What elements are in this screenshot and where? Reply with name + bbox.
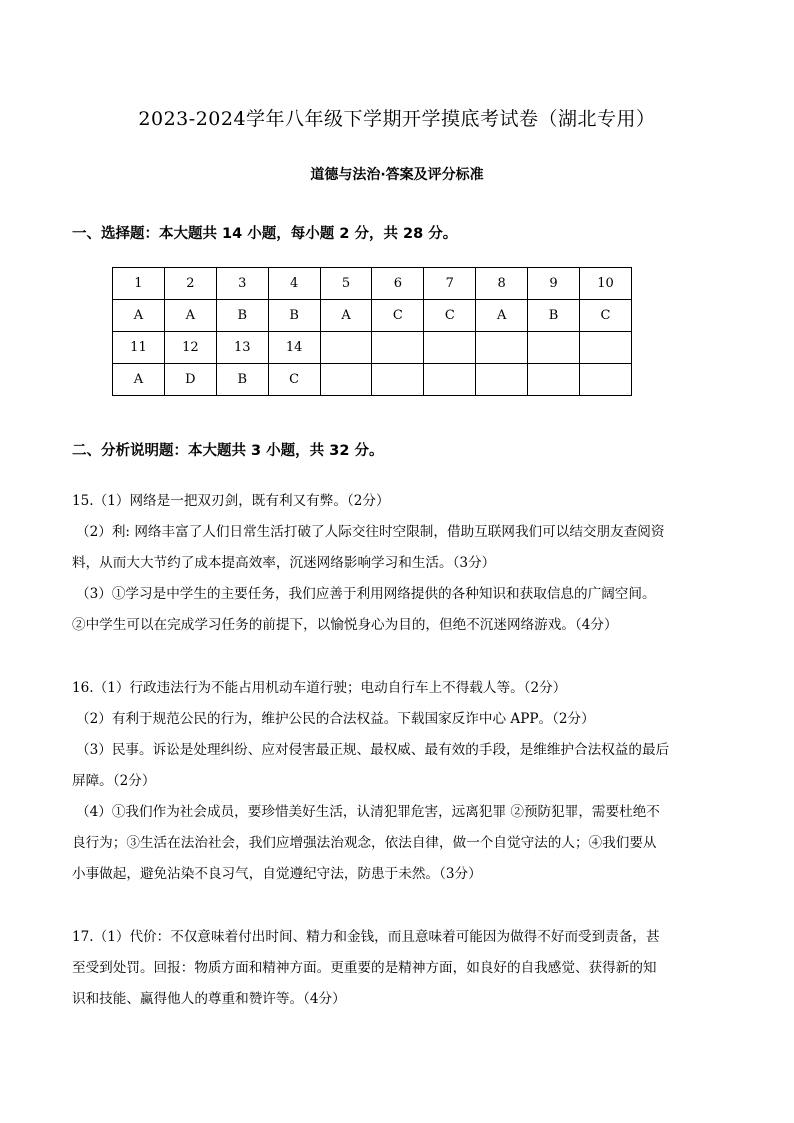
answer-line: 小事做起，避免沾染不良习气，自觉遵纪守法，防患于未然。（3分）: [72, 866, 482, 882]
question-17-answer: [72, 922, 682, 1015]
section-choice-heading: 一、选择题：本大题共 14 小题，每小题 2 分，共 28 分。: [72, 226, 458, 242]
table-cell: A: [320, 300, 372, 332]
table-cell: 8: [476, 268, 528, 300]
answer-line: 17.（1）代价：不仅意味着付出时间、精力和金钱，而且意味着可能因为做得不好而受到责备，甚: [72, 929, 660, 945]
table-cell: [372, 332, 424, 364]
table-cell: 10: [580, 268, 632, 300]
table-cell: 4: [268, 268, 320, 300]
table-cell: [528, 332, 580, 364]
table-cell: [424, 364, 476, 396]
table-cell: C: [424, 300, 476, 332]
table-cell: 14: [268, 332, 320, 364]
table-cell: 1: [113, 268, 165, 300]
table-cell: [476, 364, 528, 396]
question-15-answer: [72, 486, 682, 641]
page-subtitle: 道德与法治·答案及评分标准: [310, 167, 484, 183]
table-cell: B: [268, 300, 320, 332]
answer-line: 屏障。（2分）: [72, 773, 156, 789]
table-cell: [372, 364, 424, 396]
table-cell: [528, 364, 580, 396]
table-cell: C: [372, 300, 424, 332]
table-cell: [320, 364, 372, 396]
table-cell: C: [580, 300, 632, 332]
table-cell: 3: [216, 268, 268, 300]
table-cell: C: [268, 364, 320, 396]
answer-line: 至受到处罚。回报：物质方面和精神方面。更重要的是精神方面，如良好的自我感觉、获得新的知: [72, 960, 657, 976]
table-row: [113, 332, 632, 364]
table-cell: B: [216, 300, 268, 332]
table-cell: [424, 332, 476, 364]
answer-line: （4）①我们作为社会成员，要珍惜美好生活，认清犯罪危害，远离犯罪 ②预防犯罪，需要杜绝不: [76, 804, 660, 820]
answer-line: 15.（1）网络是一把双刃剑，既有利又有弊。（2分）: [72, 493, 390, 509]
table-cell: 5: [320, 268, 372, 300]
section-analysis-heading: 二、分析说明题：本大题共 3 小题，共 32 分。: [72, 443, 384, 459]
answer-line: 识和技能、赢得他人的尊重和赞许等。（4分）: [72, 991, 346, 1007]
answer-line: 料，从而大大节约了成本提高效率，沉迷网络影响学习和生活。（3分）: [72, 555, 496, 571]
table-row: [113, 300, 632, 332]
table-cell: [320, 332, 372, 364]
question-16-answer: [72, 673, 682, 890]
page-title: 2023-2024学年八年级下学期开学摸底考试卷（湖北专用）: [138, 108, 656, 130]
table-cell: 12: [164, 332, 216, 364]
table-cell: 7: [424, 268, 476, 300]
answer-line: 16.（1）行政违法行为不能占用机动车道行驶；电动自行车上不得载人等。（2分）: [72, 680, 567, 696]
table-row: [113, 364, 632, 396]
table-cell: 11: [113, 332, 165, 364]
table-cell: D: [164, 364, 216, 396]
table-cell: [580, 364, 632, 396]
answer-line: ②中学生可以在完成学习任务的前提下，以愉悦身心为目的，但绝不沉迷网络游戏。（4分）: [72, 617, 618, 633]
answer-table: [112, 267, 632, 396]
answer-line: （3）①学习是中学生的主要任务，我们应善于利用网络提供的各种知识和获取信息的广阔空间。: [76, 586, 656, 602]
table-cell: [580, 332, 632, 364]
table-cell: A: [113, 364, 165, 396]
table-cell: A: [476, 300, 528, 332]
table-cell: 6: [372, 268, 424, 300]
table-row: [113, 268, 632, 300]
table-cell: 13: [216, 332, 268, 364]
table-cell: B: [216, 364, 268, 396]
table-cell: 9: [528, 268, 580, 300]
table-cell: [476, 332, 528, 364]
table-cell: 2: [164, 268, 216, 300]
table-cell: B: [528, 300, 580, 332]
answer-line: （3）民事。诉讼是处理纠纷、应对侵害最正规、最权威、最有效的手段，是维维护合法权益的最后: [76, 742, 670, 758]
table-cell: A: [113, 300, 165, 332]
answer-line: （2）有利于规范公民的行为，维护公民的合法权益。下载国家反诈中心 APP。（2分）: [76, 711, 595, 727]
answer-line: （2）利: 网络丰富了人们日常生活打破了人际交往时空限制，借助互联网我们可以结交朋友查阅资: [76, 524, 665, 540]
table-cell: A: [164, 300, 216, 332]
answer-line: 良行为；③生活在法治社会，我们应增强法治观念，依法自律，做一个自觉守法的人；④我们要从: [72, 835, 657, 851]
